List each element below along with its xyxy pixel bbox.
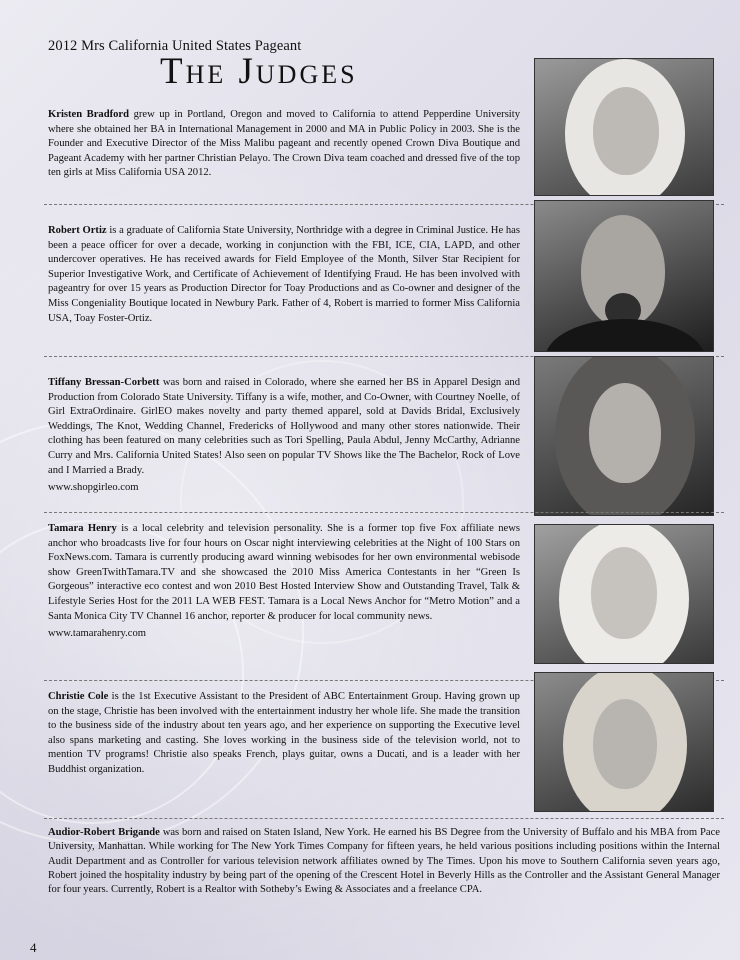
page-title: The Judges <box>160 51 358 92</box>
judge-bio-text: was born and raised in Colorado, where she earned her BS in Apparel Design and Production from Colorado State University. Tiffany is a wife, mother, and Co-Owner, with Courtney Noelle, of Girl ExtraOrdinaire. GirlEO makes novelty and party themed apparel, sold at Davids Bridal, Exclusively Weddings, The Knot, Wedding Channel, Fredericks of Hollywood and many other stores nationwide. Their clothing has been featured on many celebrities such as Tori Spelling, Paula Abdul, Jenny McCarthy, Adrianne Curry and Mrs. California United States! Also seen on popular TV Shows like the The Bachelor, Rock of Love and I Married a Brady. <box>48 377 520 476</box>
judge-bio <box>48 108 520 181</box>
judge-bio-text: grew up in Portland, Oregon and moved to California to attend Pepperdine University where she obtained her BA in International Management in 2000 and MA in Public Policy in 2003. She is the Founder and Executive Director of the Miss Malibu pageant and recently opened Crown Diva Boutique and Pageant Academy with her partner Christian Pelayo. The Crown Diva team coached and dressed five of the top ten girls at Miss California USA 2012. <box>48 109 520 179</box>
face-shape <box>591 547 657 639</box>
judge-name: Kristen Bradford <box>48 109 130 120</box>
judge-bio-text: is a graduate of California State University, Northridge with a degree in Criminal Justice. He has been a peace officer for over a decade, working in conjunction with the FBI, ICE, CIA, LAPD, and other undercover operatives. He has received awards for Field Employee of the Month, Silver Star Recipient for Superior Investigative Work, and Certificate of Achievement of Identifying Fraud. He has been involved with pageantry for over 15 years as Production Director for Toay Productions and as Co-owner and designer of the Miss Congeniality Boutique located in Newbury Park. Father of 4, Robert is married to former Miss California USA, Toay Foster-Ortiz. <box>48 225 520 324</box>
judge-photo <box>534 356 714 516</box>
judge-bio-text: was born and raised on Staten Island, New York. He earned his BS Degree from the University of Buffalo and his MBA from Pace University, Manhattan. While working for The New York Times Company for fifteen years, he held various positions including positions within the Internal Audit Department and as Controller for various television network affiliates owned by The Times. Upon his move to Southern California seven years ago, Robert joined the hospitality industry by being part of the opening of the Crescent Hotel in Beverly Hills as the Controller and the Assistant General Manager for four years. Currently, Robert is a Realtor with Sotheby’s Ewing & Associates and a freelance CPA. <box>48 827 720 896</box>
judge-photo <box>534 524 714 664</box>
judge-bio <box>48 224 520 326</box>
section-divider <box>44 512 724 513</box>
judge-bio <box>48 826 720 897</box>
page-number: 4 <box>30 940 37 955</box>
face-shape <box>589 383 661 483</box>
judge-name: Christie Cole <box>48 691 109 702</box>
pageant-subtitle: 2012 Mrs California United States Pageant <box>48 38 302 54</box>
judge-photo <box>534 58 714 196</box>
jacket-shape <box>545 319 705 352</box>
judge-name: Robert Ortiz <box>48 225 107 236</box>
section-divider <box>44 818 724 819</box>
judge-photo <box>534 672 714 812</box>
judge-name: Tiffany Bressan-Corbett <box>48 377 160 388</box>
judge-bio <box>48 522 520 642</box>
judge-website[interactable]: www.tamarahenry.com <box>48 628 147 640</box>
judge-bio-text: is a local celebrity and television personality. She is a former top five Fox affiliate news anchor who broadcasts live for four hours on Oscar night interviewing celebrities at the Night of 100 Stars on FoxNews.com. Tamara is currently producing award winning webisodes for her own environmental webisode show GreenTwithTamara.TV and she showcased the 2010 Miss America Contestants in her “Green Is Gorgeous” interactive eco contest and won 2010 Best Hosted Interview Show and Outstanding Travel, Talk & Lifestyle Series Host for the 2011 LA WEB FEST. Tamara is a Local News Anchor for “Metro Motion” and a Santa Monica City TV Channel 16 anchor, reporter & producer for local community news. <box>48 523 521 622</box>
judge-bio <box>48 376 520 496</box>
judge-website[interactable]: www.shopgirleo.com <box>48 482 139 494</box>
judge-name: Audior-Robert Brigande <box>48 827 160 838</box>
judge-name: Tamara Henry <box>48 523 117 534</box>
judge-bio <box>48 690 520 778</box>
face-shape <box>593 87 659 175</box>
judge-bio-text: is the 1st Executive Assistant to the President of ABC Entertainment Group. Having grown up on the stage, Christie has been involved with the entertainment industry her whole life. She made the transition to the business side of the industry about ten years ago, and her experience on supporting the Executive level also spans marketing and casting. She loves working in the business side of the television world, not to mention TV programs! Christie also speaks French, plays guitar, owns a Ducati, and is a leader with her Buddhist organization. <box>48 691 520 775</box>
judge-photo <box>534 200 714 352</box>
face-shape <box>593 699 657 789</box>
